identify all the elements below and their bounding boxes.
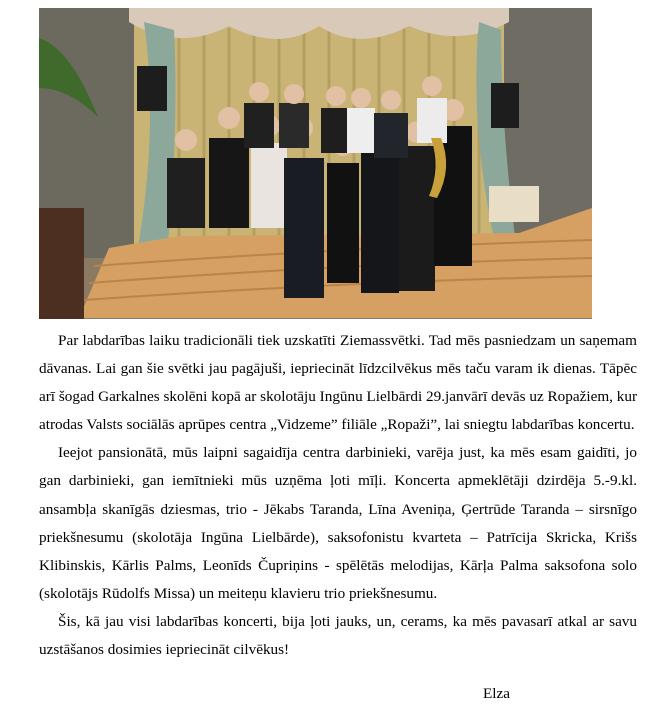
article-body: [39, 327, 637, 664]
author-signature: Elza: [483, 685, 510, 702]
group-photo: [39, 8, 592, 319]
paragraph: Par labdarības laiku tradicionāli tiek uzskatīti Ziemassvētki. Tad mēs pasniedzam un saņemam dāvanas. Lai gan šie svētki jau pagājuši, iepriecināt līdzcilvēkus mēs taču varam ik dienas. Tāpēc arī šogad Garkalnes skolēni kopā ar skolotāju Ingūnu Lielbārdi 29.janvārī devās uz Ropažiem, kur atrodas Valsts sociālās aprūpes centra „Vidzeme” filiāle „Ropaži”, lai sniegtu labdarības koncertu.: [39, 332, 637, 434]
paragraph: Ieejot pansionātā, mūs laipni sagaidīja centra darbinieki, varēja just, ka mēs esam gaidīti, jo gan darbinieki, gan iemītnieki mūs uzņēma ļoti mīļi. Koncerta apmeklētāji dzirdēja 5.-9.kl. ansambļa skanīgās dziesmas, trio - Jēkabs Taranda, Līna Aveniņa, Ģertrūde Taranda – sirsnīgo priekšnesumu (skolotāja Ingūna Lielbārde), saksofonistu kvarteta – Patrīcija Skricka, Krišs Klibinskis, Kārlis Palms, Leonīds Čupriņins - spēlētās melodijas, Kārļa Palma saksofona solo (skolotājs Rūdolfs Missa) un meiteņu klavieru trio priekšnesumu.: [39, 444, 637, 602]
paragraph: Šis, kā jau visi labdarības koncerti, bija ļoti jauks, un, cerams, ka mēs pavasarī atkal ar savu uzstāšanos dosimies iepriecināt cilvēkus!: [39, 612, 637, 659]
